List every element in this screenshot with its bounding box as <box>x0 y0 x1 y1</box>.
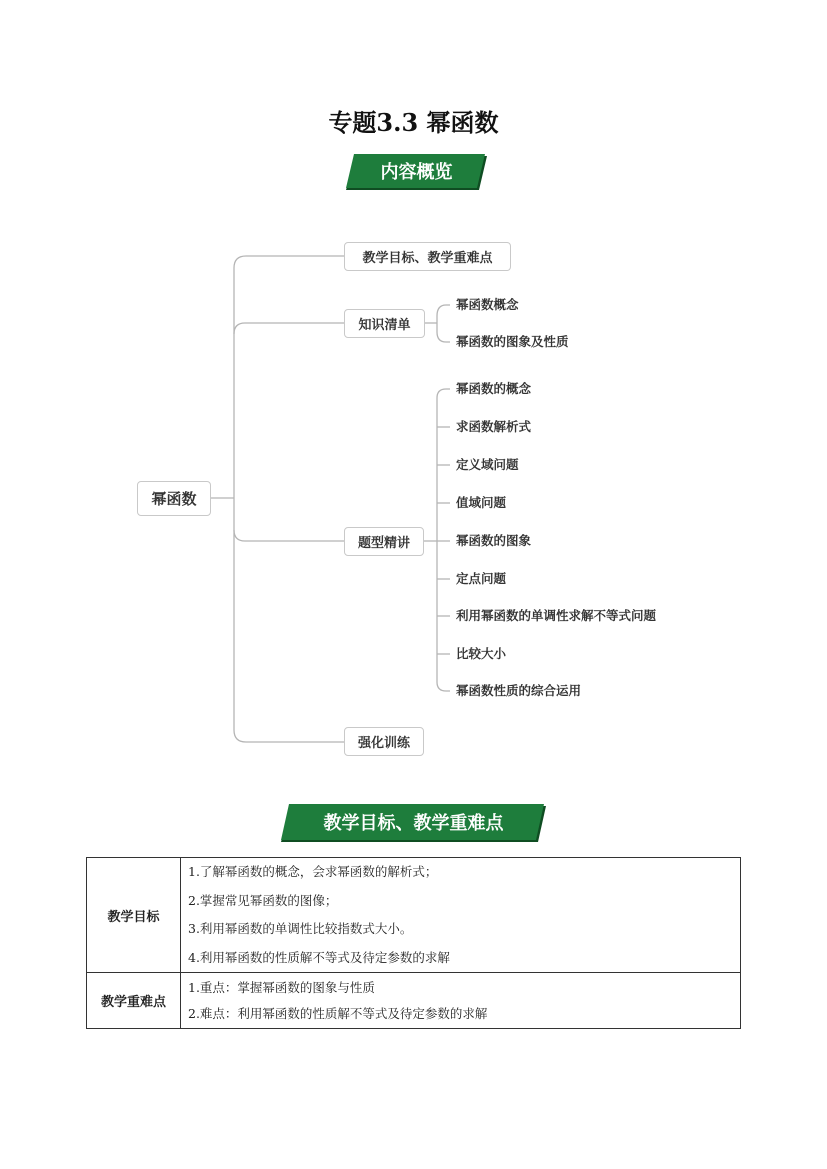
key-points-cell <box>181 973 741 1029</box>
mindmap-leaf: 幂函数的图象 <box>456 533 532 548</box>
overview-banner-label: 内容概览 <box>380 162 453 183</box>
table-row <box>87 858 741 973</box>
goal-line: 4.利用幂函数的性质解不等式及待定参数的求解 <box>188 949 450 965</box>
goal-line: 3.利用幂函数的单调性比较指数式大小。 <box>188 921 413 936</box>
row-header-goals: 教学目标 <box>87 858 181 973</box>
goals-cell <box>181 858 741 973</box>
page-title: 专题3.3 幂函数 <box>328 108 499 137</box>
key-point-line: 2.难点：利用幂函数的性质解不等式及待定参数的求解 <box>188 1005 488 1021</box>
mindmap-leaf: 幂函数性质的综合运用 <box>456 683 582 698</box>
goals-table <box>86 857 741 1029</box>
mindmap-leaf: 值域问题 <box>456 495 507 510</box>
mindmap-leaf: 利用幂函数的单调性求解不等式问题 <box>456 608 657 623</box>
key-point-line: 1.重点：掌握幂函数的图象与性质 <box>188 979 375 995</box>
goal-line: 2.掌握常见幂函数的图像； <box>188 892 338 908</box>
goals-banner <box>281 804 546 844</box>
mindmap-leaf: 定点问题 <box>456 571 507 586</box>
mindmap-branch-training: 强化训练 <box>344 727 424 756</box>
mindmap-leaf: 求函数解析式 <box>456 419 532 434</box>
goal-line: 1.了解幂函数的概念，会求幂函数的解析式； <box>188 864 438 879</box>
row-header-key-points: 教学重难点 <box>87 973 181 1029</box>
mindmap-branch-knowledge: 知识清单 <box>344 309 425 338</box>
mindmap-leaf: 比较大小 <box>456 646 507 661</box>
mindmap-leaf: 幂函数的图象及性质 <box>456 334 569 349</box>
mindmap-root: 幂函数 <box>137 481 211 516</box>
mindmap-leaf: 定义域问题 <box>456 457 519 472</box>
mindmap-leaf: 幂函数的概念 <box>456 381 532 396</box>
table-row <box>87 973 741 1029</box>
mindmap-branch-question-types: 题型精讲 <box>344 527 424 556</box>
mindmap-branch-goals: 教学目标、教学重难点 <box>344 242 511 271</box>
goals-banner-label: 教学目标、教学重难点 <box>323 813 504 834</box>
mindmap-leaf: 幂函数概念 <box>456 297 519 312</box>
